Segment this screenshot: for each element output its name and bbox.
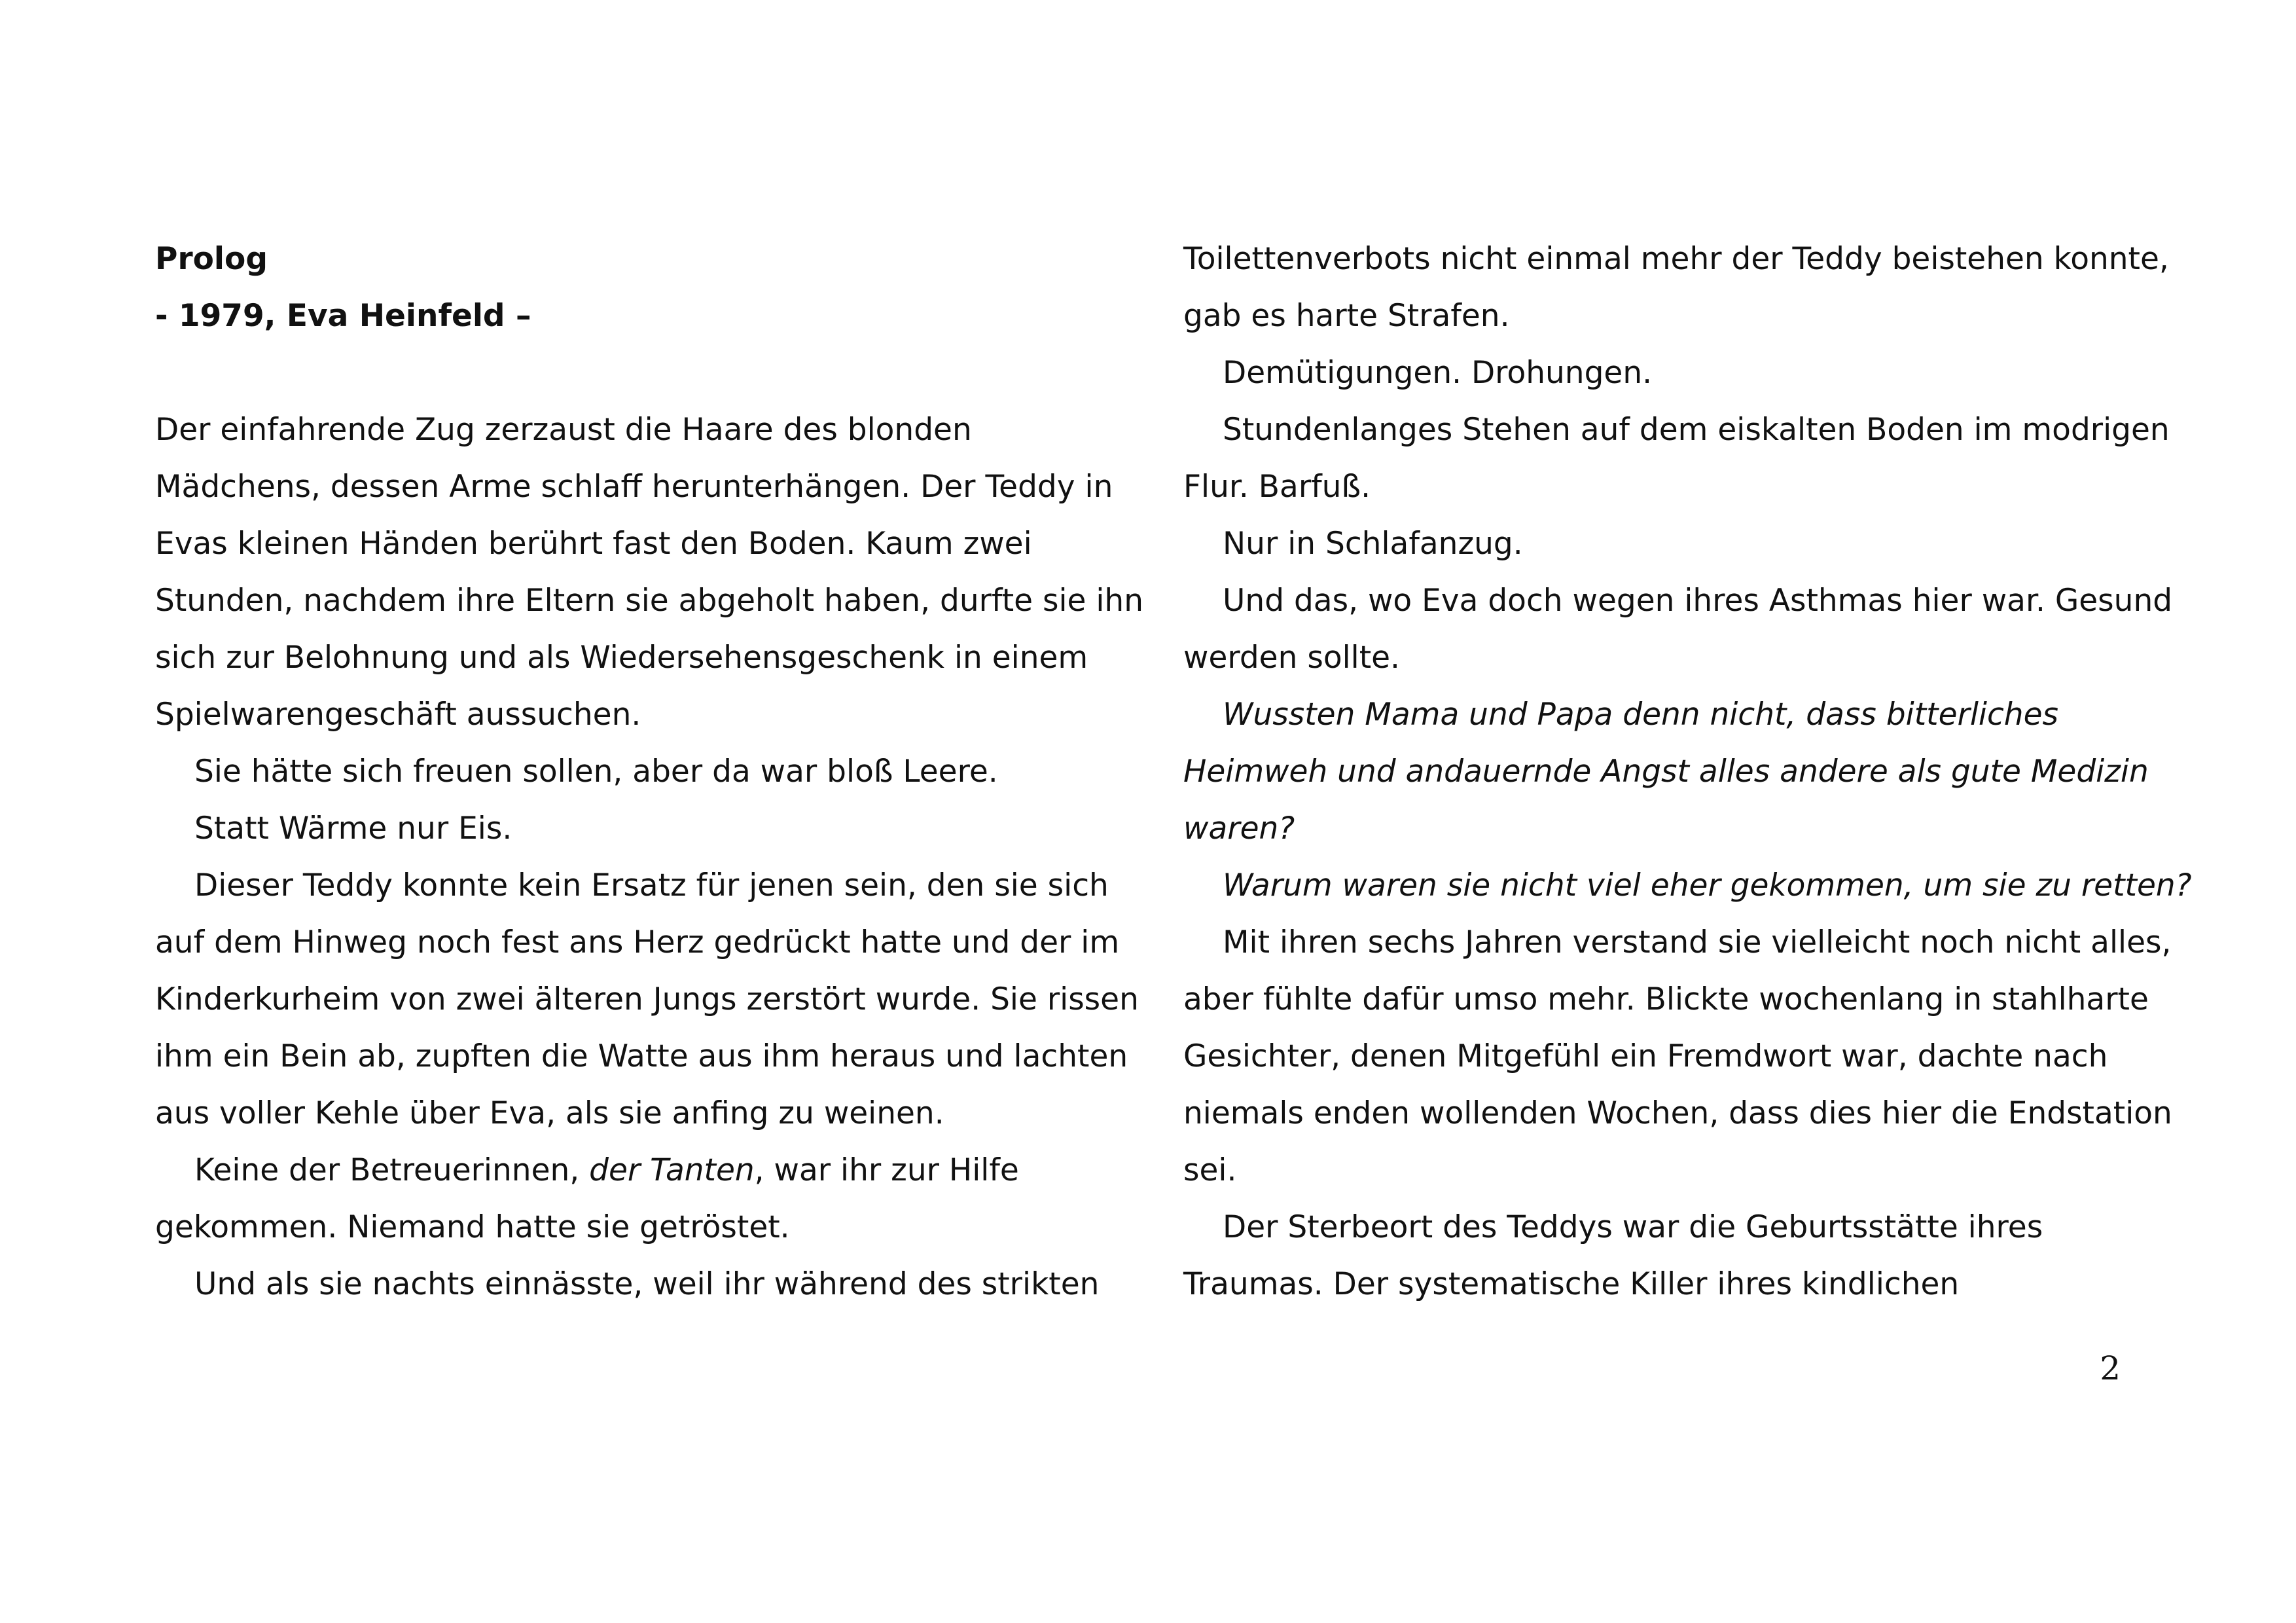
text-line: Traumas. Der systematische Killer ihres kindlichen [1183,1266,1960,1302]
text-line: Stundenlanges Stehen auf dem eiskalten Boden im modrigen [1223,412,2170,448]
text-line: Flur. Barfuß. [1183,469,1371,505]
text-line: niemals enden wollenden Wochen, dass dies hier die Endstation [1183,1095,2172,1131]
text-line: aus voller Kehle über Eva, als sie anfing zu weinen. [155,1095,944,1131]
text-line: sei. [1183,1152,1237,1188]
text-line: Und das, wo Eva doch wegen ihres Asthmas hier war. Gesund [1223,583,2173,619]
text-line: Toilettenverbots nicht einmal mehr der Teddy beistehen konnte, [1183,241,2169,277]
text-line: gab es harte Strafen. [1183,298,1510,334]
italic-line: Warum waren sie nicht viel eher gekommen, um sie zu retten? [1223,867,2192,903]
text-line: Stunden, nachdem ihre Eltern sie abgeholt haben, durfte sie ihn [155,583,1144,619]
text-line: ihm ein Bein ab, zupften die Watte aus ihm heraus und lachten [155,1038,1128,1074]
text-line: Nur in Schlafanzug. [1223,526,1523,562]
text-line: Dieser Teddy konnte kein Ersatz für jenen sein, den sie sich [194,867,1109,903]
text-line: Demütigungen. Drohungen. [1223,355,1653,391]
text-line: Der Sterbeort des Teddys war die Geburtsstätte ihres [1223,1209,2043,1245]
text-line: Evas kleinen Händen berührt fast den Boden. Kaum zwei [155,526,1032,562]
text-line: Mädchens, dessen Arme schlaff herunterhängen. Der Teddy in [155,469,1113,505]
text-line: aber fühlte dafür umso mehr. Blickte wochenlang in stahlharte [1183,981,2149,1017]
italic-line: Heimweh und andauernde Angst alles andere als gute Medizin [1183,754,2149,790]
text-line: Der einfahrende Zug zerzaust die Haare des blonden [155,412,972,448]
blank-line [155,344,1098,401]
text-segment: , war ihr zur Hilfe [754,1152,1019,1188]
text-line: werden sollte. [1183,640,1400,676]
text-line: gekommen. Niemand hatte sie getröstet. [155,1209,790,1245]
text-line: Statt Wärme nur Eis. [194,811,512,847]
text-line: sich zur Belohnung und als Wiedersehensgeschenk in einem [155,640,1088,676]
text-line-tanten [155,1142,1098,1199]
text-line: auf dem Hinweg noch fest ans Herz gedrückt hatte und der im [155,924,1120,960]
left-column [155,230,1144,1313]
text-line: Sie hätte sich freuen sollen, aber da war bloß Leere. [194,754,998,790]
text-line: Kinderkurheim von zwei älteren Jungs zerstört wurde. Sie rissen [155,981,1139,1017]
italic-segment: der Tanten [589,1152,755,1188]
text-line: Und als sie nachts einnässte, weil ihr während des strikten [194,1266,1100,1302]
italic-line: Wussten Mama und Papa denn nicht, dass bitterliches [1223,697,2058,733]
text-segment: Keine der Betreuerinnen, [194,1152,590,1188]
right-column [1183,230,2192,1313]
chapter-subheading: - 1979, Eva Heinfeld – [155,298,531,334]
chapter-heading: Prolog [155,241,268,277]
text-line: Gesichter, denen Mitgefühl ein Fremdwort war, dachte nach [1183,1038,2108,1074]
text-line: Mit ihren sechs Jahren verstand sie vielleicht noch nicht alles, [1223,924,2172,960]
italic-line: waren? [1183,811,1295,847]
page-number: 2 [2100,1349,2121,1387]
text-line: Spielwarengeschäft aussuchen. [155,697,641,733]
